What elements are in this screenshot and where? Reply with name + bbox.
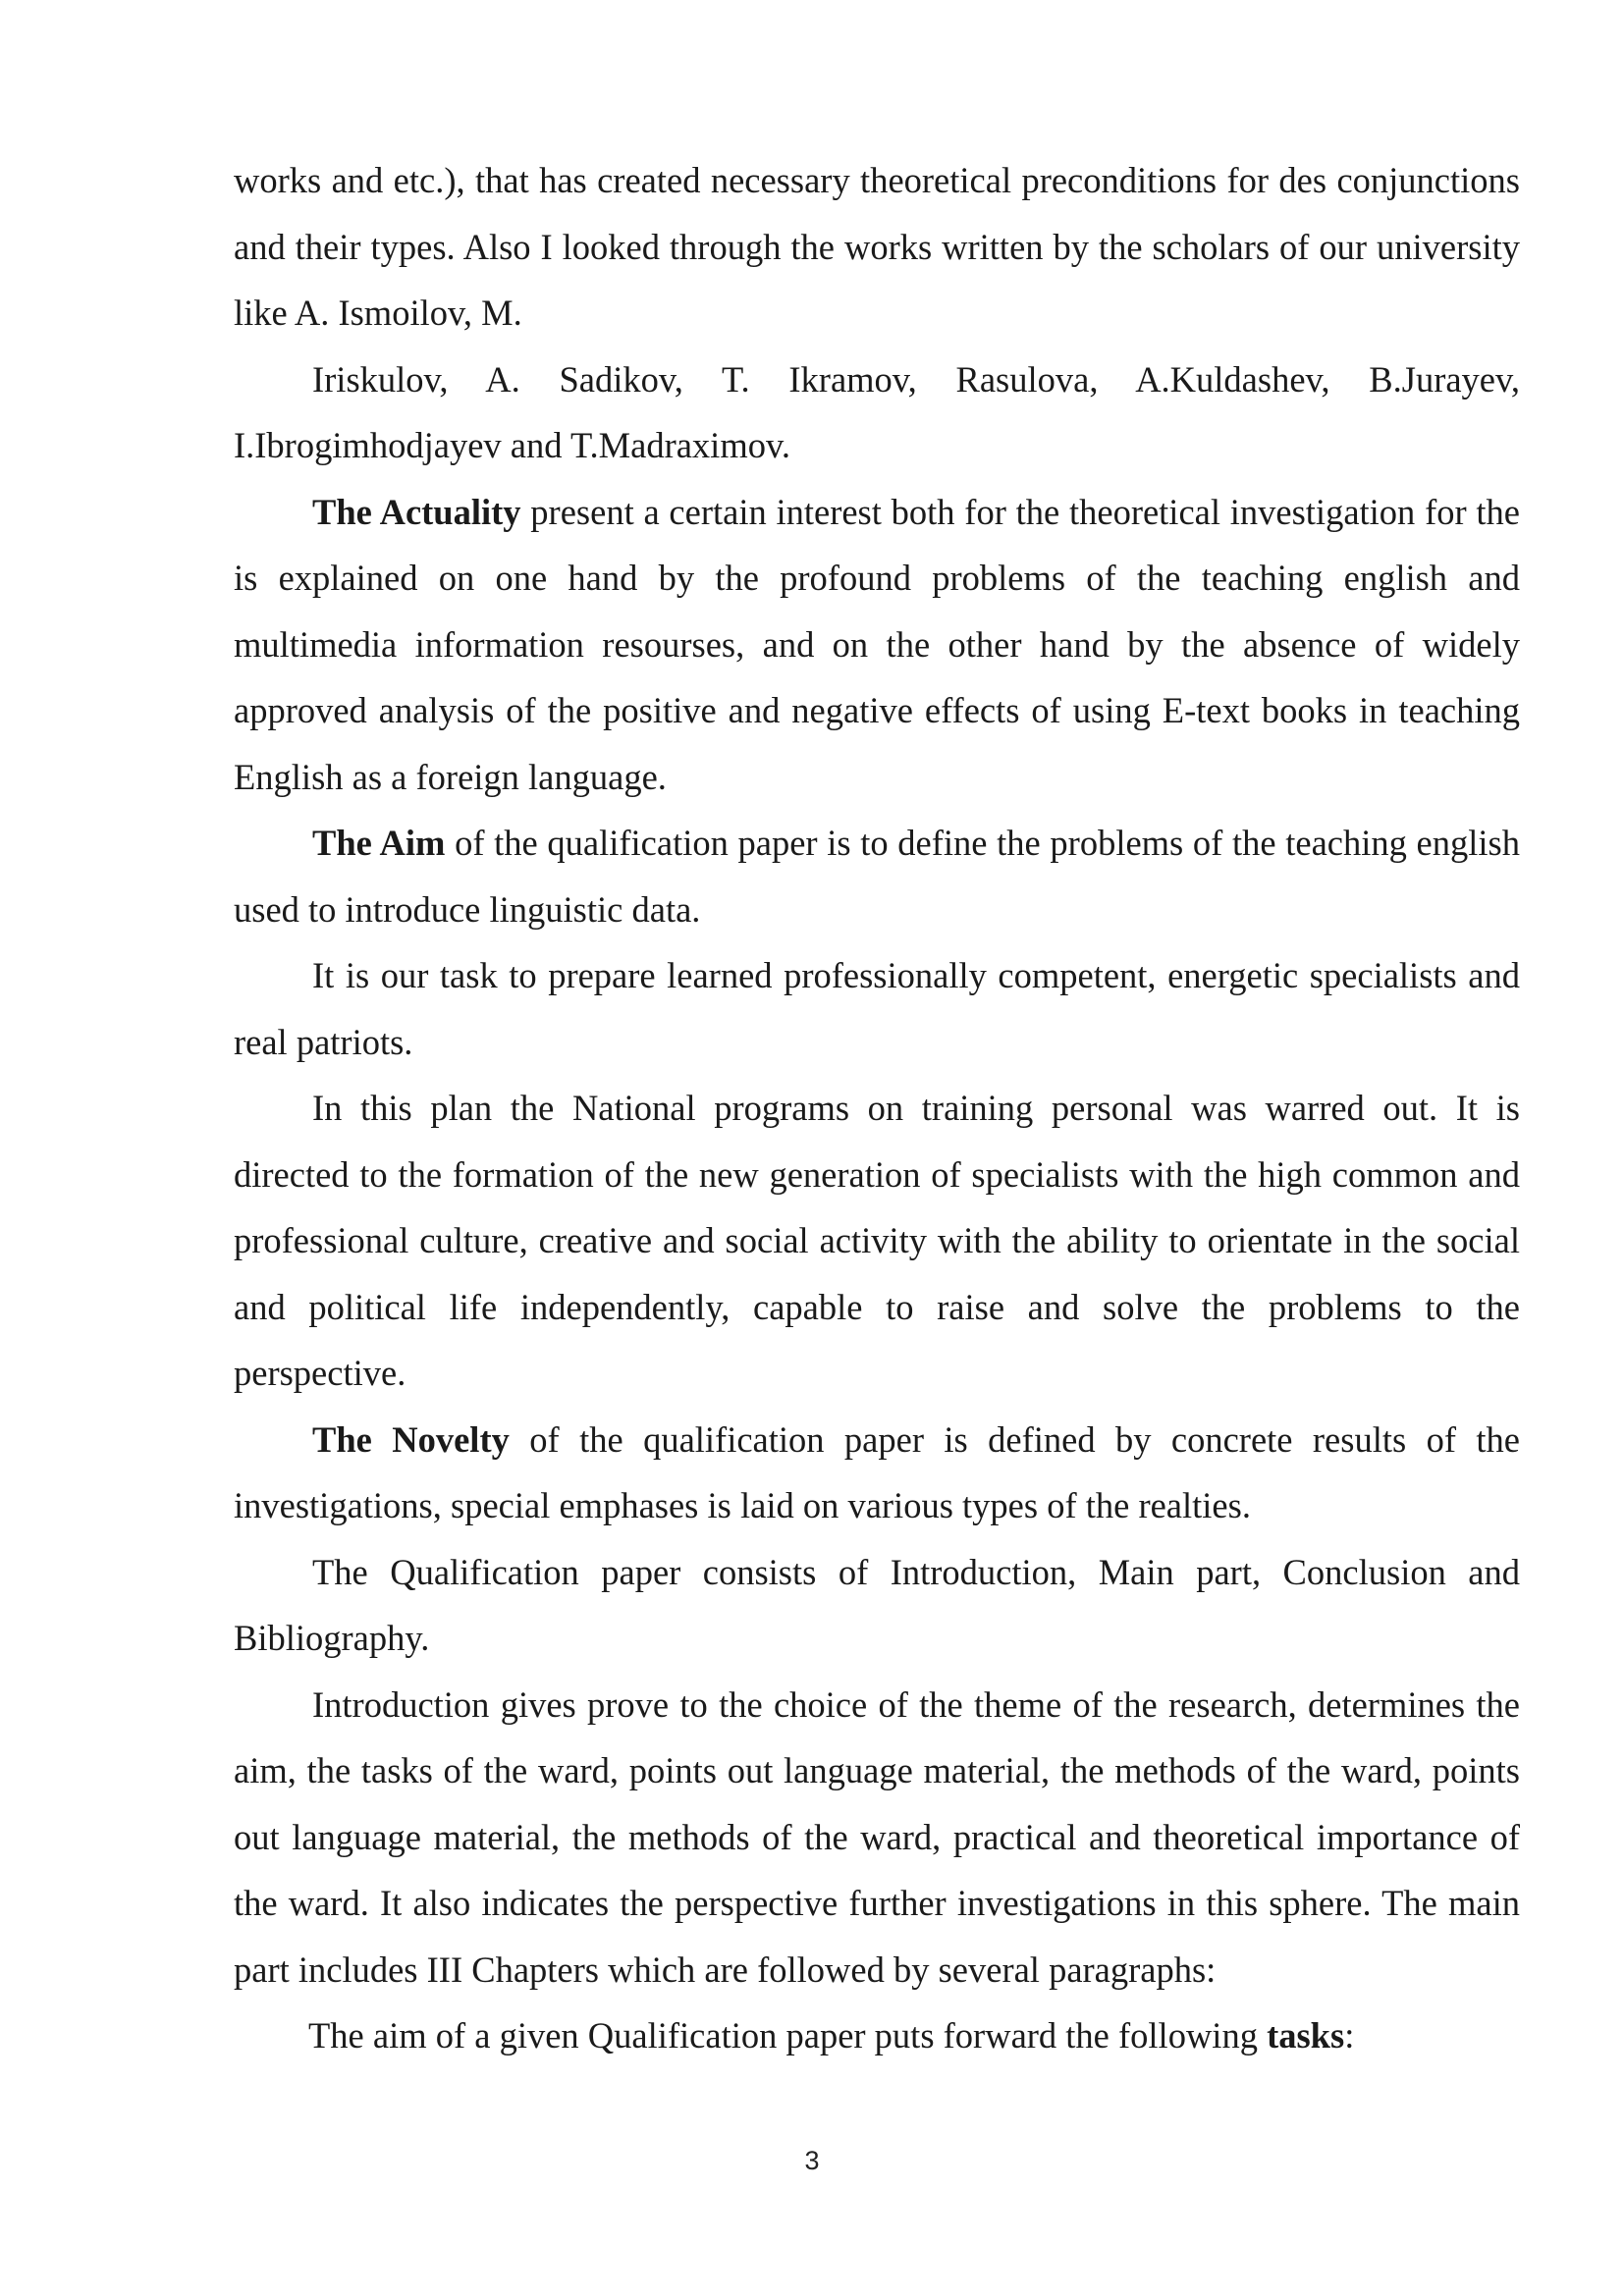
paragraph-novelty [234, 1407, 1520, 1539]
paragraph-actuality [234, 479, 1520, 811]
page-number: 3 [804, 2146, 820, 2175]
paragraph-structure [234, 1539, 1520, 1672]
paragraph-task [234, 942, 1520, 1075]
paragraph-introduction [234, 1672, 1520, 2003]
paragraph-text: The aim of a given Qualification paper puts forward the following [308, 2015, 1268, 2056]
tasks-word: tasks [1267, 2015, 1345, 2056]
paragraph-aim [234, 810, 1520, 942]
paragraph-text: In this plan the National programs on training personal was warred out. It is directed to the formation of the new generation of specialists with the high common and professional culture, creative and social activity with the ability to orientate in the social and political life independently, capable to raise and solve the problems to the perspective. [234, 1088, 1520, 1393]
aim-heading: The Aim [312, 823, 446, 863]
paragraph-text: The Qualification paper consists of Introduction, Main part, Conclusion and Bibliography. [234, 1551, 1520, 1658]
paragraph-text: works and etc.), that has created necessary theoretical preconditions for des conjunctions and their types. Also I looked through the works written by the scholars of our university like A. Ismoilov, M. [234, 160, 1520, 333]
paragraph-text: Introduction gives prove to the choice of the theme of the research, determines the aim, the tasks of the ward, points out language material, the methods of the ward, points out language material, the methods of the ward, practical and theoretical importance of the ward. It also indicates the perspective further investigations in this sphere. The main part includes III Chapters which are followed by several paragraphs: [234, 1683, 1520, 1990]
paragraph-tail: : [1344, 2015, 1355, 2056]
actuality-heading: The Actuality [312, 491, 521, 532]
body-text [234, 147, 1520, 2069]
paragraph-text: present a certain interest both for the theoretical investigation for the is explained on one hand by the profound problems of the teaching english and multimedia information resourses, and on the other hand by the absence of widely approved analysis of the positive and negative effects of using E-text books in teaching English as a foreign language. [234, 491, 1520, 797]
paragraph-text: Iriskulov, A. Sadikov, T. Ikramov, Rasulova, A.Kuldashev, B.Jurayev, I.Ibrogimhodjayev and T.Madraximov. [234, 358, 1520, 465]
paragraph-scholars [234, 347, 1520, 479]
paragraph-text: of the qualification paper is to define the problems of the teaching english used to introduce linguistic data. [234, 823, 1520, 930]
paragraph-text: of the qualification paper is defined by concrete results of the investigations, special emphases is laid on various types of the realties. [234, 1418, 1520, 1525]
paragraph-national-programs [234, 1075, 1520, 1407]
paragraph-text: It is our task to prepare learned professionally competent, energetic specialists and real patriots. [234, 955, 1520, 1062]
paragraph-continuation [234, 147, 1520, 347]
paragraph-tasks [234, 2002, 1520, 2069]
novelty-heading: The Novelty [312, 1418, 510, 1460]
